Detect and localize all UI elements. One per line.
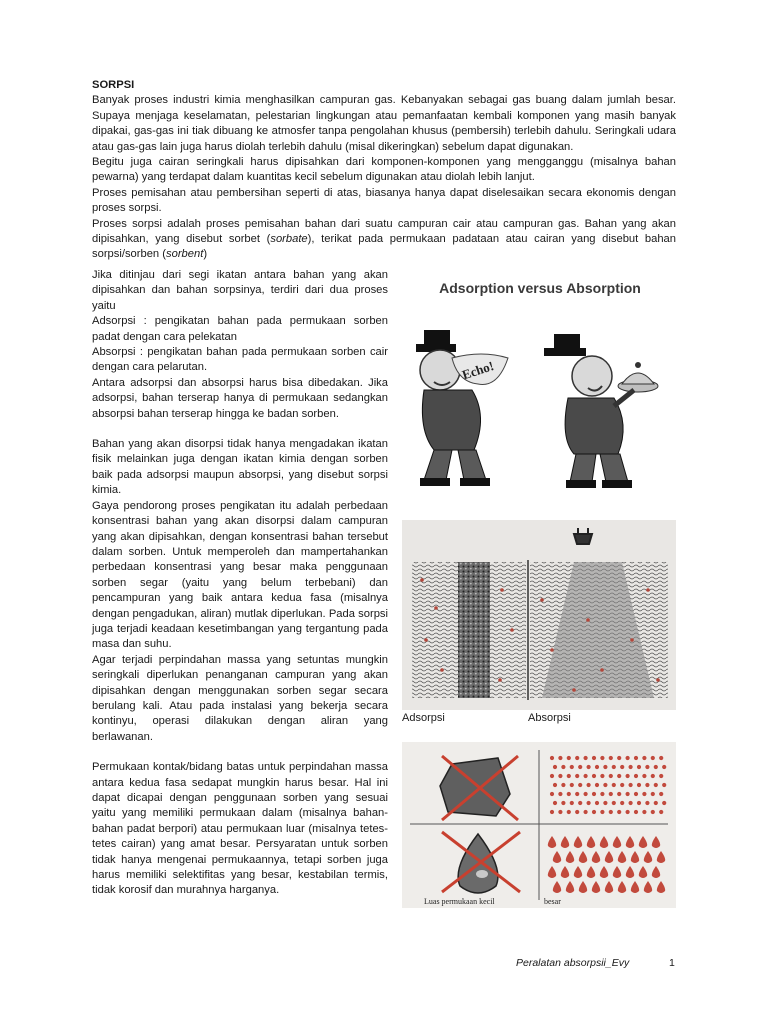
grain <box>609 756 613 760</box>
intro-paragraph: Proses pemisahan atau pembersihan seperti di atas, biasanya hanya dapat diselesaikan secara ekonomis dengan proses sorpsi. <box>92 186 676 215</box>
drop <box>574 836 582 848</box>
grain <box>587 765 591 769</box>
intro-paragraph: Begitu juga cairan seringkali harus dipisahkan dari komponen-komponen yang mengganggu (misalnya bahan pewarna) yang terdapat dalam kuantitas kecil sebelum digunakan atau diolah lebih lanjut. <box>92 156 676 184</box>
drop <box>553 851 561 863</box>
grain <box>578 765 582 769</box>
many-small-drops <box>548 836 665 893</box>
grain <box>603 783 607 787</box>
grain <box>600 810 604 814</box>
grain <box>600 792 604 796</box>
grain <box>626 774 630 778</box>
left-column <box>92 268 388 899</box>
drop <box>548 866 556 878</box>
label-absorpsi: Absorpsi <box>528 712 571 724</box>
grain <box>600 774 604 778</box>
grain <box>558 792 562 796</box>
drop <box>579 881 587 893</box>
grain <box>642 792 646 796</box>
drop <box>605 851 613 863</box>
grain <box>592 756 596 760</box>
drop <box>561 836 569 848</box>
grain <box>637 801 641 805</box>
drop <box>639 866 647 878</box>
drop <box>592 881 600 893</box>
drop <box>626 836 634 848</box>
grain <box>587 801 591 805</box>
grain <box>629 783 633 787</box>
sorption-diagram-graphic <box>402 520 676 710</box>
grain <box>617 810 621 814</box>
grain <box>651 810 655 814</box>
grain <box>575 810 579 814</box>
grain <box>575 756 579 760</box>
grain <box>609 810 613 814</box>
grain <box>550 756 554 760</box>
drop <box>592 851 600 863</box>
grain <box>662 783 666 787</box>
grain <box>654 801 658 805</box>
grain <box>651 774 655 778</box>
drop <box>566 851 574 863</box>
drop <box>618 881 626 893</box>
grain <box>634 774 638 778</box>
grain <box>612 765 616 769</box>
section-title: SORPSI <box>92 79 135 91</box>
grain <box>553 765 557 769</box>
drop <box>639 836 647 848</box>
grain <box>645 765 649 769</box>
body-paragraph: Bahan yang akan disorpsi tidak hanya mengadakan ikatan fisik melainkan juga dengan ikatan kimia dengan sorben baik pada adsorpsi maupun absorpsi, yang disebut sorpsi kimia. <box>92 438 388 497</box>
man-left-figure <box>416 330 508 486</box>
drop <box>644 851 652 863</box>
grain <box>642 756 646 760</box>
body-paragraph: Jika ditinjau dari segi ikatan antara bahan yang akan dipisahkan dan bahan sorpsinya, terdiri dari dua proses yaitu <box>92 269 388 312</box>
body-paragraph: Absorpsi : pengikatan bahan pada permukaan sorben cair dengan cara pelarutan. <box>92 346 388 374</box>
drop <box>587 836 595 848</box>
grain <box>629 801 633 805</box>
grain <box>626 756 630 760</box>
grain <box>567 774 571 778</box>
grain <box>620 801 624 805</box>
drop <box>613 836 621 848</box>
drop <box>644 881 652 893</box>
grain <box>558 756 562 760</box>
grain <box>659 792 663 796</box>
surface-area-graphic <box>402 742 676 908</box>
intro-paragraph: Banyak proses industri kimia menghasilkan campuran gas. Kebanyakan sebagai gas buang dalam jumlah besar. Supaya menjaga keselamatan, pelestarian lingkungan atau pemanfaatan kembali komponen yang masih banyak dipakai, gas-gas ini tiak dibuang ke atmosfer tanpa pengolahan khusus (pembersih) terlebih dahulu. Seringkali udara atau gas-gas lain juga harus diolah terlebih dahulu (misal dikeringkan) sebelum dapat digunakan. <box>92 94 676 153</box>
drop <box>605 881 613 893</box>
grain <box>567 810 571 814</box>
grain <box>634 756 638 760</box>
paragraph-gap <box>92 745 388 760</box>
drop <box>652 836 660 848</box>
grain <box>550 792 554 796</box>
grain <box>595 765 599 769</box>
definition-text: ), terikat pada permukaan padataan atau cairan yang disebut bahan sorpsi/sorben ( <box>92 233 677 261</box>
grain <box>634 810 638 814</box>
grain <box>626 792 630 796</box>
grain <box>662 801 666 805</box>
caption-small-surface: Luas permukaan kecil <box>424 897 495 906</box>
adsorption-sorbent-bed <box>458 562 490 698</box>
grain <box>620 783 624 787</box>
grain <box>575 774 579 778</box>
grain <box>659 810 663 814</box>
drop <box>631 851 639 863</box>
body-paragraph: Adsorpsi : pengikatan bahan pada permukaan sorben padat dengan cara pelekatan <box>92 315 388 343</box>
grain <box>637 783 641 787</box>
grain <box>592 774 596 778</box>
drop <box>600 836 608 848</box>
grain <box>567 792 571 796</box>
intro-section <box>92 78 676 263</box>
drop <box>626 866 634 878</box>
grain <box>595 783 599 787</box>
grain <box>609 792 613 796</box>
drop <box>618 851 626 863</box>
grain <box>642 810 646 814</box>
grain <box>651 756 655 760</box>
grain <box>570 765 574 769</box>
label-adsorpsi: Adsorpsi <box>402 712 445 724</box>
figure-title: Adsorption versus Absorption <box>439 280 641 296</box>
drop <box>600 866 608 878</box>
grain <box>634 792 638 796</box>
grain <box>603 801 607 805</box>
grain <box>550 810 554 814</box>
grain <box>584 792 588 796</box>
drop <box>631 881 639 893</box>
grain <box>584 774 588 778</box>
grain <box>570 801 574 805</box>
grain <box>584 810 588 814</box>
drop <box>553 881 561 893</box>
grain <box>578 783 582 787</box>
definition-text: Proses sorpsi adalah proses pemisahan bahan dari suatu campuran cair atau campuran gas. Bahan yang akan dipisahkan, yang disebut sorbet ( <box>92 217 676 246</box>
drop <box>652 866 660 878</box>
grain <box>561 765 565 769</box>
footer-text: Peralatan absorpsii_Evy <box>516 957 630 969</box>
grain <box>617 774 621 778</box>
sorption-diagram-labels <box>402 712 676 728</box>
grain <box>620 765 624 769</box>
grain <box>609 774 613 778</box>
grain <box>654 765 658 769</box>
grain <box>612 801 616 805</box>
grain <box>659 774 663 778</box>
term-sorbent: sorbent <box>166 248 204 261</box>
page-number: 1 <box>669 957 675 969</box>
grain <box>592 792 596 796</box>
grain <box>592 810 596 814</box>
grain <box>654 783 658 787</box>
drop <box>579 851 587 863</box>
drop <box>574 866 582 878</box>
shower-head-icon <box>574 528 592 544</box>
grain <box>603 765 607 769</box>
paragraph-gap <box>92 422 388 437</box>
grain <box>558 774 562 778</box>
grain <box>561 783 565 787</box>
body-paragraph: Agar terjadi perpindahan massa yang setuntas mungkin seringkali diperlukan penanganan campuran yang akan dipisahkan dengan menggunakan sorben segar secara berulang kali. Atau pada instalasi yang bekerja secara kontinyu, operasi dilakukan dengan aliran yang berlawanan. <box>92 653 388 743</box>
grain <box>584 756 588 760</box>
sorption-definition <box>92 217 676 263</box>
grain <box>637 765 641 769</box>
drop <box>613 866 621 878</box>
man-right-figure <box>544 334 658 488</box>
grain <box>567 756 571 760</box>
grain <box>578 801 582 805</box>
body-paragraph: Antara adsorpsi dan absorpsi harus bisa dibedakan. Jika adsorpsi, bahan terserap hanya di permukaan sedangkan absorpsi bahan terserap hingga ke badan sorben. <box>92 376 388 420</box>
grain <box>645 801 649 805</box>
sorption-diagram <box>402 520 676 710</box>
grain <box>553 783 557 787</box>
grain <box>600 756 604 760</box>
drop <box>548 836 556 848</box>
grain <box>617 756 621 760</box>
grain <box>570 783 574 787</box>
drop <box>587 866 595 878</box>
grain <box>642 774 646 778</box>
drop <box>566 881 574 893</box>
grain <box>561 801 565 805</box>
solid-lump-icon <box>440 758 510 816</box>
cartoon-illustration <box>404 272 676 500</box>
drop <box>561 866 569 878</box>
caption-large-surface: besar <box>544 897 561 906</box>
adsorption-absorption-cartoon <box>404 272 676 500</box>
body-paragraph: Permukaan kontak/bidang batas untuk perpindahan massa antara kedua fasa sedapat mungkin harus besar. Hal ini dapat dicapai dengan penggunaan sorben yang sesuai yaitu yang memiliki permukaan dalam (misalnya bahan-bahan padat berpori) atau permukaan luar (misalnya tetes-tetes cairan) yang amat besar. Persyaratan untuk sorben tidak hanya mengenai permukaannya, tetapi sorben juga harus memiliki selektifitas yang besar, kestabilan termis, tidak korosif dan murahnya harganya. <box>92 761 388 897</box>
grain <box>626 810 630 814</box>
speech-text: Echo! <box>460 358 496 383</box>
grain <box>617 792 621 796</box>
many-small-grains <box>550 756 666 814</box>
grain <box>662 765 666 769</box>
grain <box>659 756 663 760</box>
grain <box>651 792 655 796</box>
grain <box>645 783 649 787</box>
grain <box>629 765 633 769</box>
grain <box>550 774 554 778</box>
grain <box>558 810 562 814</box>
definition-text: ) <box>203 248 208 261</box>
grain <box>553 801 557 805</box>
grain <box>595 801 599 805</box>
drop <box>657 851 665 863</box>
grain <box>587 783 591 787</box>
grain <box>612 783 616 787</box>
body-paragraph: Gaya pendorong proses pengikatan itu adalah perbedaan konsentrasi bahan yang akan disorpsi dalam campuran yang akan dipisahkan, dengan konsentrasi bahan tersebut dalam sorben. Untuk memperoleh dan mampertahankan perbedaan konsentrasi yang besar maka penggunaan sorben segar (yaitu yang belum terbebani) dan pencampuran yang baik antara kedua fasa (misalnya dengan pengadukan, aliran) mutlak diperlukan. Pada sorpsi juga terjadi keadaan kesetimbangan yang tergantung pada masa dan suhu. <box>92 499 388 651</box>
grain <box>575 792 579 796</box>
surface-area-figure <box>402 742 676 908</box>
drop <box>657 881 665 893</box>
term-sorbate: sorbate <box>270 233 308 246</box>
